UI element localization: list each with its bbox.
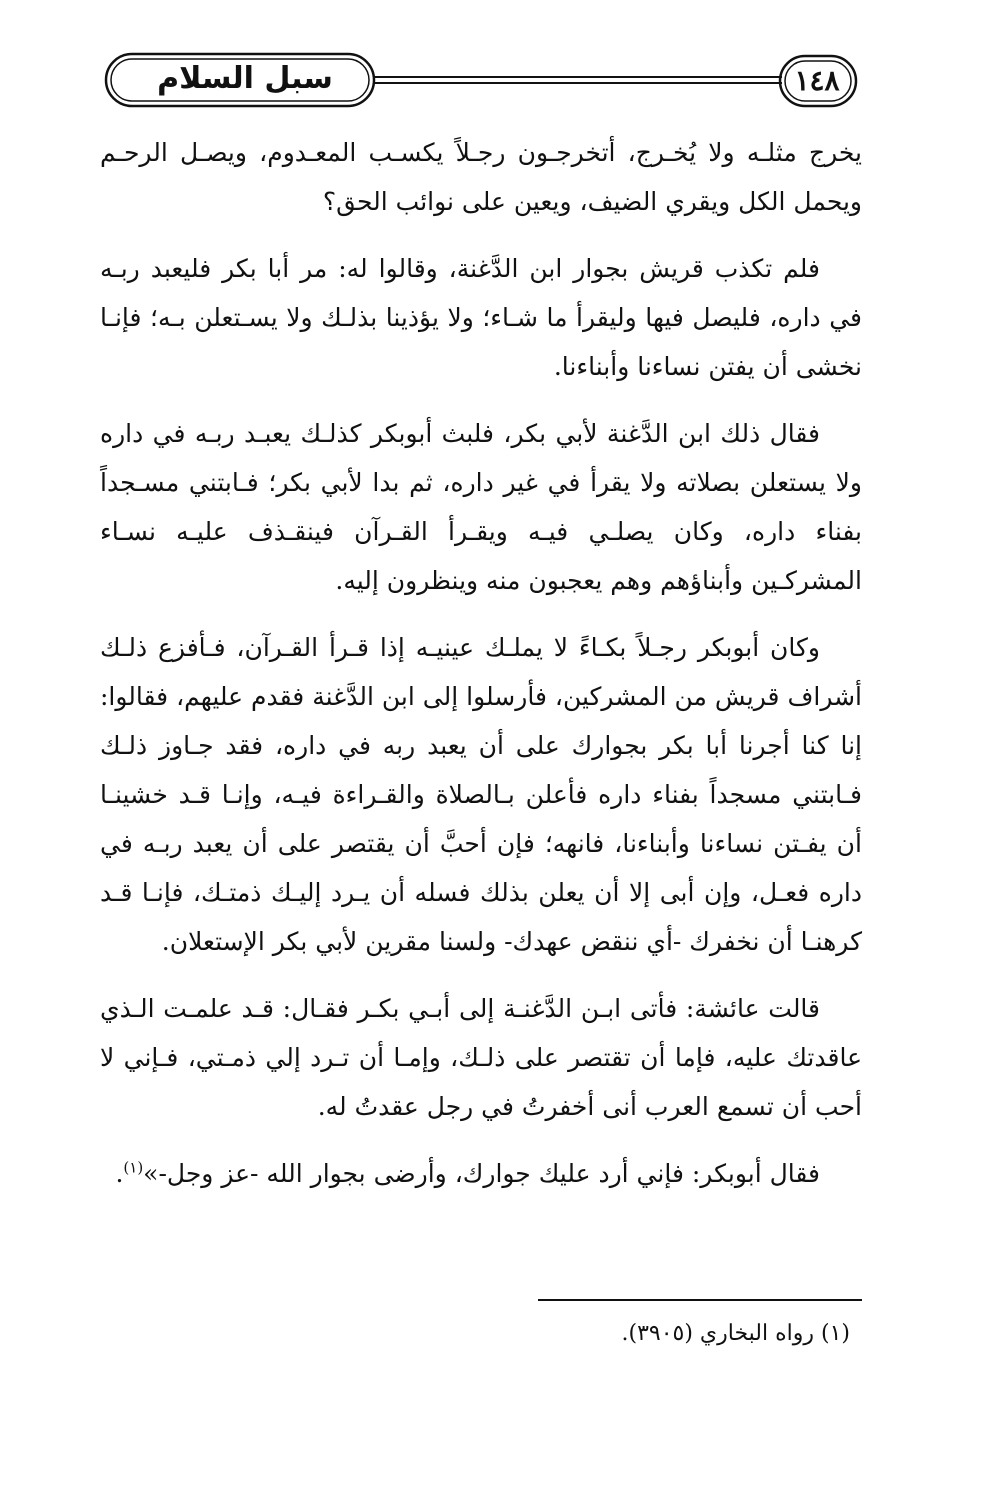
paragraph: فقال ذلك ابن الدَّغنة لأبي بكر، فلبث أبوبكر كذلـك يعبـد ربـه في داره ولا يستعلن بصلاته ولا يقرأ في غير داره، ثم بدا لأبي بكر؛ فـابتني مسـجداً بفناء داره، وكان يصلـي فيـه ويقـرأ القـرآن فينقـذف عليـه نسـاء المشركـين وأبناؤهم وهم يعجبون منه وينظرون إليه. bbox=[100, 419, 862, 595]
paragraph: قالت عائشة: فأتى ابـن الدَّغنـة إلى أبـي بكـر فقـال: قـد علمـت الـذي عاقدتك عليه، فإما أن تقتصر على ذلـك، وإمـا أن تـرد إلي ذمـتي، فـإني لا أحب أن تسمع العرب أنى أخفرتُ في رجل عقدتُ له. bbox=[100, 994, 862, 1121]
footnote-reference: (١) bbox=[123, 1158, 144, 1177]
main-text bbox=[100, 128, 862, 1216]
final-period: . bbox=[115, 1159, 124, 1188]
footnote: (١) رواه البخاري (٣٩٠٥). bbox=[621, 1321, 850, 1346]
running-title: سبل السلام bbox=[157, 61, 333, 96]
page-number: ١٤٨ bbox=[794, 64, 840, 97]
paragraph-last bbox=[100, 1149, 862, 1198]
paragraph-text: فقال أبوبكر: فإني أرد عليك جوارك، وأرضى بجوار الله -عز وجل-» bbox=[143, 1159, 820, 1188]
paragraph: فلم تكذب قريش بجوار ابن الدَّغنة، وقالوا له: مر أبا بكر فليعبد ربـه في داره، فليصل فيها وليقرأ ما شـاء؛ ولا يؤذينا بذلـك ولا يسـتعلن بـه؛ فإنـا نخشى أن يفتن نساءنا وأبناءنا. bbox=[100, 254, 862, 381]
paragraph: يخرج مثلـه ولا يُخـرج، أتخرجـون رجـلاً يكسـب المعـدوم، ويصـل الرحـم ويحمل الكل ويقري الضيف، ويعين على نوائب الحق؟ bbox=[100, 138, 862, 216]
paragraph: وكان أبوبكر رجـلاً بكـاءً لا يملـك عينيـه إذا قـرأ القـرآن، فـأفزع ذلـك أشراف قريش من المشركين، فأرسلوا إلى ابن الدَّغنة فقدم عليهم، فقالوا: إنا كنا أجرنا أبا بكر بجوارك على أن يعبد ربه في داره، فقد جـاوز ذلـك فـابتني مسجداً بفناء داره فأعلن بـالصلاة والقـراءة فيـه، وإنـا قـد خشينـا أن يفـتن نساءنا وأبناءنا، فانهه؛ فإن أحبَّ أن يقتصر على أن يعبد ربـه في داره فعـل، وإن أبى إلا أن يعلن بذلك فسله أن يـرد إليـك ذمتـك، فإنـا قـد كرهنـا أن نخفرك -أي ننقض عهدك- ولسنا مقرين لأبي بكر الإستعلان. bbox=[100, 633, 863, 956]
page-header bbox=[100, 44, 860, 118]
footnote-divider bbox=[538, 1299, 862, 1301]
